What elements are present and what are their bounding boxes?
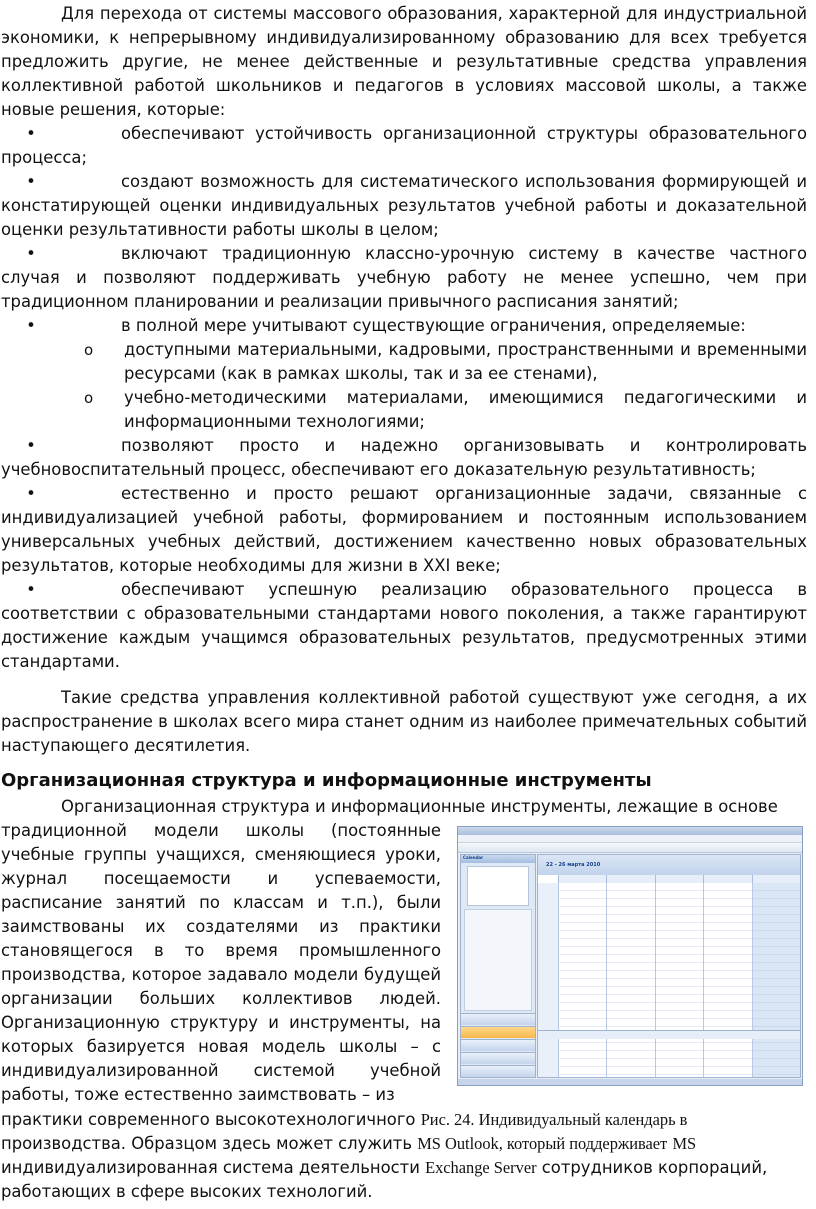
mini-calendar xyxy=(467,866,529,906)
text-line-1: практики современного высокотехнологичного Рис. 24. Индивидуальный календарь в xyxy=(1,1110,688,1129)
bullet-text: включают традиционную классно-урочную систему в качестве частного случая и позволяют поддерживать учебную работу не менее успешно, чем при традиционном планировании и реализации привычного расписания занятий; xyxy=(1,244,807,311)
bullet-item xyxy=(1,242,807,314)
section-heading: Организационная структура и информационные инструменты xyxy=(1,770,652,791)
day-grid xyxy=(558,883,800,1077)
mail-nav-button xyxy=(461,1013,535,1025)
sub-text: учебно-методическими материалами, имеющимися педагогическими и информационными технологиями; xyxy=(124,388,807,431)
text-line-3: индивидуализированная система деятельности Exchange Server сотрудников корпораций, xyxy=(1,1158,768,1177)
bullet-item xyxy=(1,122,807,170)
figure-caption: Рис. 24. Индивидуальный календарь в xyxy=(420,1110,688,1129)
tasks-nav-button xyxy=(461,1052,535,1064)
intro-paragraph: Для перехода от системы массового образования, характерной для индустриальной экономики, к непрерывному индивидуализированному образованию для всех требуется предложить другие, не менее действенные и результативные средства управления коллективной работой школьников и педагогов в условиях массовой школы, а также новые решения, которые: xyxy=(1,4,807,119)
bullet-item xyxy=(1,434,807,482)
navigation-pane xyxy=(460,854,536,1078)
window-titlebar xyxy=(458,827,802,835)
bullet-text: позволяют просто и надежно организовывать и контролировать учебновоспитательный процесс, обеспечивают его доказательную результативность; xyxy=(1,436,807,479)
notes-nav-button xyxy=(461,1065,535,1077)
week-range: 22 - 26 марта 2010 xyxy=(546,862,601,868)
sub-marker: o xyxy=(84,389,94,407)
week-view xyxy=(537,854,801,1078)
menu-bar xyxy=(458,835,802,843)
section-float-text: традиционной модели школы (постоянные учебные группы учащихся, сменяющиеся уроки, журнал посещаемости и успеваемости, расписание занятий по классам и т.п.), были заимствованы их создателями из практики становящегося в то время промышленного производства, которое задавало модели будущей организации больших коллективов людей. Организационную структуру и инструменты, на которых базируется новая модель школы – с индивидуализированной системой учебной работы, тоже естественно заимствовать – из xyxy=(1,821,441,1104)
bullet-item xyxy=(1,314,807,338)
outlook-calendar-figure xyxy=(457,826,803,1086)
text-line-4: работающих в сфере высоких технологий. xyxy=(1,1182,373,1201)
status-bar xyxy=(458,1079,802,1085)
calendar-nav-button xyxy=(461,1026,535,1038)
caption-block xyxy=(1,1108,807,1204)
time-column xyxy=(538,883,559,1077)
bullet-item xyxy=(1,482,807,578)
bullet-text: в полной мере учитывают существующие ограничения, определяемые: xyxy=(121,316,746,335)
bullet-item xyxy=(1,578,807,674)
toolbar xyxy=(458,843,802,853)
bullet-text: естественно и просто решают организационные задачи, связанные с индивидуализацией учебной работы, формированием и постоянным использованием универсальных учебных действий, достижением качественно новых образовательных результатов, которые необходимы для жизни в XXI веке; xyxy=(1,484,807,575)
day-headers xyxy=(558,875,800,883)
bullet-text: обеспечивают успешную реализацию образовательного процесса в соответствии с образовательными стандартами нового поколения, а также гарантируют достижение каждым учащимся образовательных результатов, предусмотренных этими стандартами. xyxy=(1,580,807,671)
contacts-nav-button xyxy=(461,1039,535,1051)
bullet-text: создают возможность для систематического использования формирующей и констатирующей оценки индивидуальных результатов учебной работы и доказательной оценки результативности работы школы в целом; xyxy=(1,172,807,239)
upper-text-block xyxy=(1,2,807,758)
section-first-line: Организационная структура и информационные инструменты, лежащие в основе xyxy=(61,797,778,816)
bullet-marker: • xyxy=(26,484,36,503)
sub-text: доступными материальными, кадровыми, пространственными и временными ресурсами (как в рамках школы, так и за ее стенами), xyxy=(124,340,807,383)
text-line-2: производства. Образцом здесь может служить MS Outlook, который поддерживает MS xyxy=(1,1134,697,1153)
bullet-text: обеспечивают устойчивость организационной структуры образовательного процесса; xyxy=(1,124,807,167)
bullet-marker: • xyxy=(26,172,36,191)
calendar-list xyxy=(464,909,532,1011)
bullet-marker: • xyxy=(26,316,36,335)
bullet-marker: • xyxy=(26,124,36,143)
calendar-pane-header: Calendar xyxy=(461,855,535,863)
sub-marker: o xyxy=(84,341,94,359)
closing-paragraph: Такие средства управления коллективной работой существуют уже сегодня, а их распространение в школах всего мира станет одним из наиболее примечательных событий наступающего десятилетия. xyxy=(1,688,807,755)
bullet-marker: • xyxy=(26,244,36,263)
sub-item xyxy=(1,338,807,386)
tasks-strip xyxy=(538,1030,800,1039)
sub-item xyxy=(1,386,807,434)
bullet-item xyxy=(1,170,807,242)
bullet-marker: • xyxy=(26,436,36,455)
bullet-marker: • xyxy=(26,580,36,599)
